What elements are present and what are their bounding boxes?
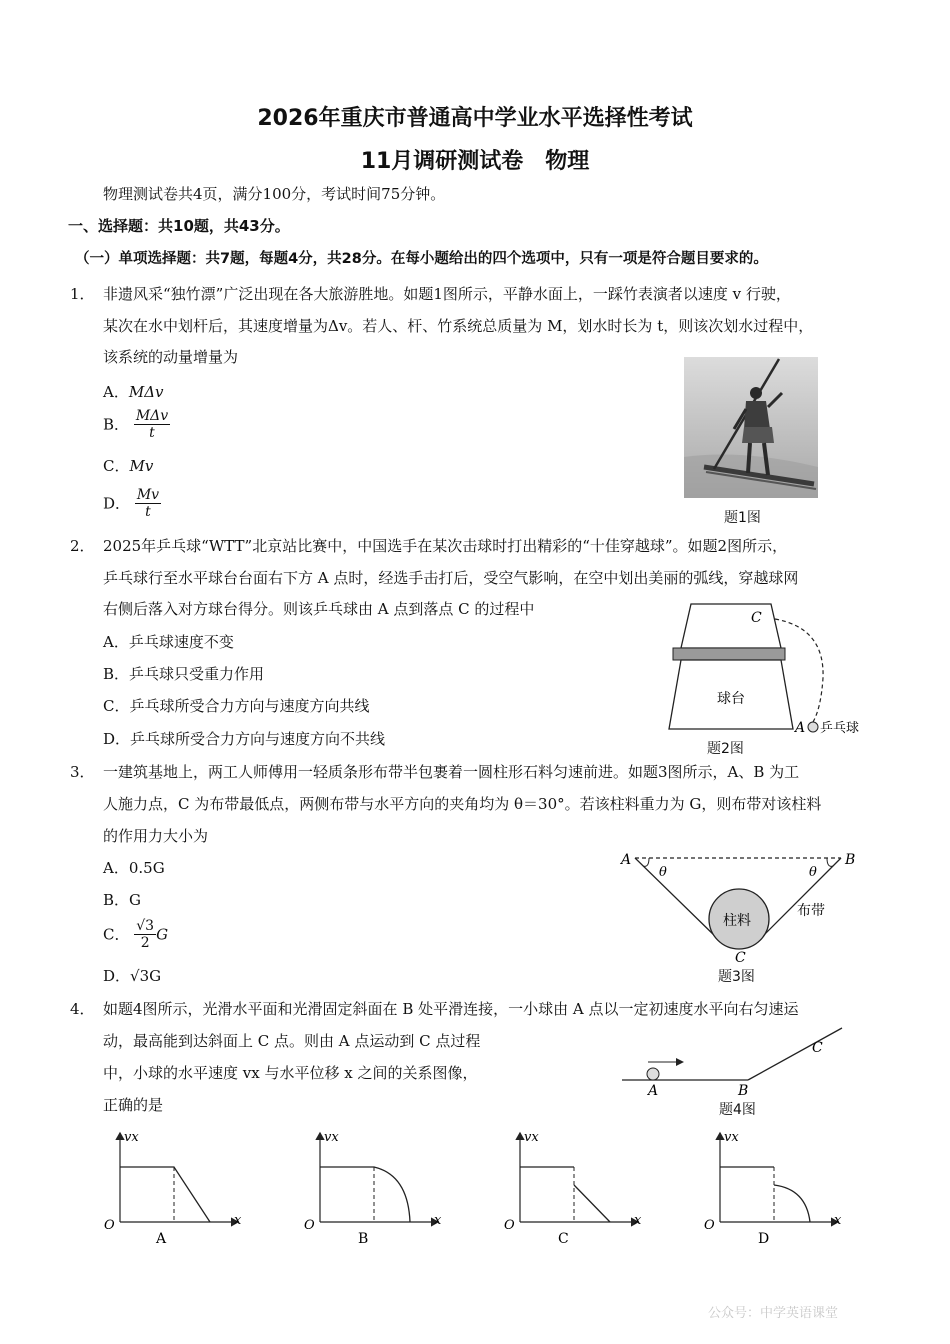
- q4-answer-graphs: [100, 1125, 850, 1255]
- point-a-label: A: [795, 720, 806, 736]
- graph-d-origin: O: [704, 1218, 715, 1233]
- graph-c-ylabel: vx: [524, 1130, 539, 1145]
- q2-option-d: D．乒乓球所受合力方向与速度方向不共线: [103, 730, 386, 748]
- q3-option-c-label: C．: [103, 925, 130, 944]
- belt-label: 布带: [797, 903, 825, 919]
- q1-option-d-numerator: Mv: [136, 487, 160, 503]
- graph-b-label: B: [358, 1231, 369, 1247]
- q4-text-line4: 正确的是: [103, 1096, 164, 1114]
- graph-b-origin: O: [304, 1218, 315, 1233]
- q1-option-d: [103, 487, 161, 520]
- graph-a-origin: O: [104, 1218, 115, 1233]
- q4-text-line3: 中，小球的水平速度 vx 与水平位移 x 之间的关系图像，: [103, 1064, 478, 1082]
- table-label: 球台: [717, 691, 745, 707]
- graph-c-origin: O: [504, 1218, 515, 1233]
- q2-number: 2．: [70, 537, 95, 555]
- q1-option-d-label: D．: [103, 494, 131, 513]
- q1-option-b-numerator: MΔv: [135, 408, 169, 424]
- section-heading: 一、选择题：共10题，共43分。: [68, 217, 290, 235]
- q1-option-c-label: C．: [103, 457, 130, 475]
- exam-title: 2026年重庆市普通高中学业水平选择性考试: [257, 106, 693, 131]
- point-a-label: A: [621, 852, 632, 868]
- q2-text-line2: 乒乓球行至水平球台台面右下方 A 点时，经选手击打后，受空气影响，在空中划出美丽的弧线，穿越球网: [103, 569, 799, 587]
- q3-figure-caption: 题3图: [718, 969, 755, 985]
- q1-option-b-denominator: t: [149, 425, 155, 441]
- q2-option-b: B．乒乓球只受重力作用: [103, 665, 265, 683]
- q1-figure-caption: 题1图: [724, 510, 761, 526]
- q3-option-d: D．√3G: [103, 967, 162, 985]
- graph-b-xlabel: x: [434, 1213, 442, 1228]
- q1-option-b-fraction: [134, 408, 170, 441]
- q1-number: 1．: [70, 285, 95, 303]
- subsection-heading: （一）单项选择题：共7题，每题4分，共28分。在每小题给出的四个选项中，只有一项是符合题目要求的。: [75, 251, 768, 267]
- graph-c: [504, 1130, 642, 1247]
- graph-a: [104, 1130, 242, 1247]
- q3-figure-pillar: [615, 848, 865, 966]
- q3-option-c-numerator: √3: [136, 918, 155, 934]
- q2-text-line3: 右侧后落入对方球台得分。则该乒乓球由 A 点到落点 C 的过程中: [103, 600, 535, 618]
- q2-option-a: A．乒乓球速度不变: [103, 633, 234, 651]
- small-ball: [647, 1068, 659, 1080]
- q1-photo-bamboo-rafting: [684, 357, 818, 498]
- q1-option-a-text: MΔv: [128, 383, 164, 401]
- q2-text-line1: 2025年乒乓球“WTT”北京站比赛中，中国选手在某次击球时打出精彩的“十佳穿越球”。如题2图所示，: [103, 537, 788, 555]
- q3-option-b: B．G: [103, 891, 142, 909]
- table-net: [673, 648, 785, 660]
- graph-d-ylabel: vx: [724, 1130, 739, 1145]
- graph-c-xlabel: x: [634, 1213, 642, 1228]
- q3-option-c-tail: G: [156, 925, 169, 944]
- q3-text-line2: 人施力点，C 为布带最低点，两侧布带与水平方向的夹角均为 θ＝30°。若该柱料重力为 G，则布带对该柱料: [103, 795, 822, 813]
- ping-pong-ball: [808, 722, 818, 732]
- q1-option-b: [103, 408, 170, 441]
- graph-b-ylabel: vx: [324, 1130, 339, 1145]
- incline: [748, 1028, 842, 1080]
- point-c-label: C: [735, 950, 746, 966]
- q2-figure-table: [665, 598, 885, 738]
- watermark: 公众号：中学英语课堂: [708, 1306, 839, 1321]
- q4-figure-slope: [620, 1022, 855, 1100]
- graph-a-xlabel: x: [234, 1213, 242, 1228]
- point-b-label: B: [738, 1083, 749, 1099]
- q4-number: 4．: [70, 1000, 95, 1018]
- q3-number: 3．: [70, 763, 95, 781]
- theta-right-label: θ: [809, 865, 817, 880]
- q3-option-c-fraction: [134, 918, 156, 951]
- q1-text-line2: 某次在水中划杆后，其速度增量为Δv。若人、杆、竹系统总质量为 M，划水时长为 t，则该次划水过程中，: [103, 317, 814, 335]
- table-upper-half: [681, 604, 781, 648]
- exam-subtitle: 11月调研测试卷 物理: [360, 149, 590, 174]
- theta-left-label: θ: [659, 865, 667, 880]
- q4-figure-caption: 题4图: [719, 1102, 756, 1118]
- q1-option-d-denominator: t: [145, 504, 151, 520]
- q1-option-c-text: Mv: [129, 457, 154, 475]
- q3-option-c: [103, 918, 168, 951]
- graph-d-xlabel: x: [834, 1213, 842, 1228]
- point-c-label: C: [812, 1040, 823, 1056]
- q1-text-line3: 该系统的动量增量为: [103, 348, 239, 366]
- q3-text-line3: 的作用力大小为: [103, 827, 209, 845]
- q3-option-c-denominator: 2: [140, 935, 150, 951]
- graph-a-ylabel: vx: [124, 1130, 139, 1145]
- q1-option-c: [103, 456, 153, 476]
- q1-option-a-label: A．: [103, 383, 129, 401]
- graph-b: [304, 1130, 442, 1247]
- q3-option-a: A．0.5G: [103, 859, 165, 877]
- point-b-label: B: [845, 852, 856, 868]
- graph-d: [704, 1130, 842, 1247]
- graph-a-label: A: [156, 1231, 167, 1247]
- point-c-label: C: [751, 610, 762, 626]
- q4-text-line2: 动，最高能到达斜面上 C 点。则由 A 点运动到 C 点过程: [103, 1032, 481, 1050]
- exam-intro: 物理测试卷共4页，满分100分，考试时间75分钟。: [103, 185, 446, 203]
- point-a-label: A: [648, 1083, 659, 1099]
- ball-label: 乒乓球: [820, 721, 860, 736]
- pillar-label: 柱料: [723, 913, 751, 929]
- q1-option-a: [103, 382, 164, 402]
- q2-figure-caption: 题2图: [707, 741, 744, 757]
- q1-text-line1: 非遗风采“独竹漂”广泛出现在各大旅游胜地。如题1图所示，平静水面上，一踩竹表演者以速度 v 行驶，: [103, 285, 791, 303]
- q1-option-d-fraction: [135, 487, 161, 520]
- graph-c-label: C: [558, 1231, 569, 1247]
- graph-d-label: D: [758, 1231, 770, 1247]
- q2-option-c: C．乒乓球所受合力方向与速度方向共线: [103, 697, 370, 715]
- q4-text-line1: 如题4图所示，光滑水平面和光滑固定斜面在 B 处平滑连接，一小球由 A 点以一定初速度水平向右匀速运: [103, 1000, 799, 1018]
- q1-option-b-label: B．: [103, 415, 130, 434]
- q3-text-line1: 一建筑基地上，两工人师傅用一轻质条形布带半包裹着一圆柱形石料匀速前进。如题3图所示，A、B 为工: [103, 763, 800, 781]
